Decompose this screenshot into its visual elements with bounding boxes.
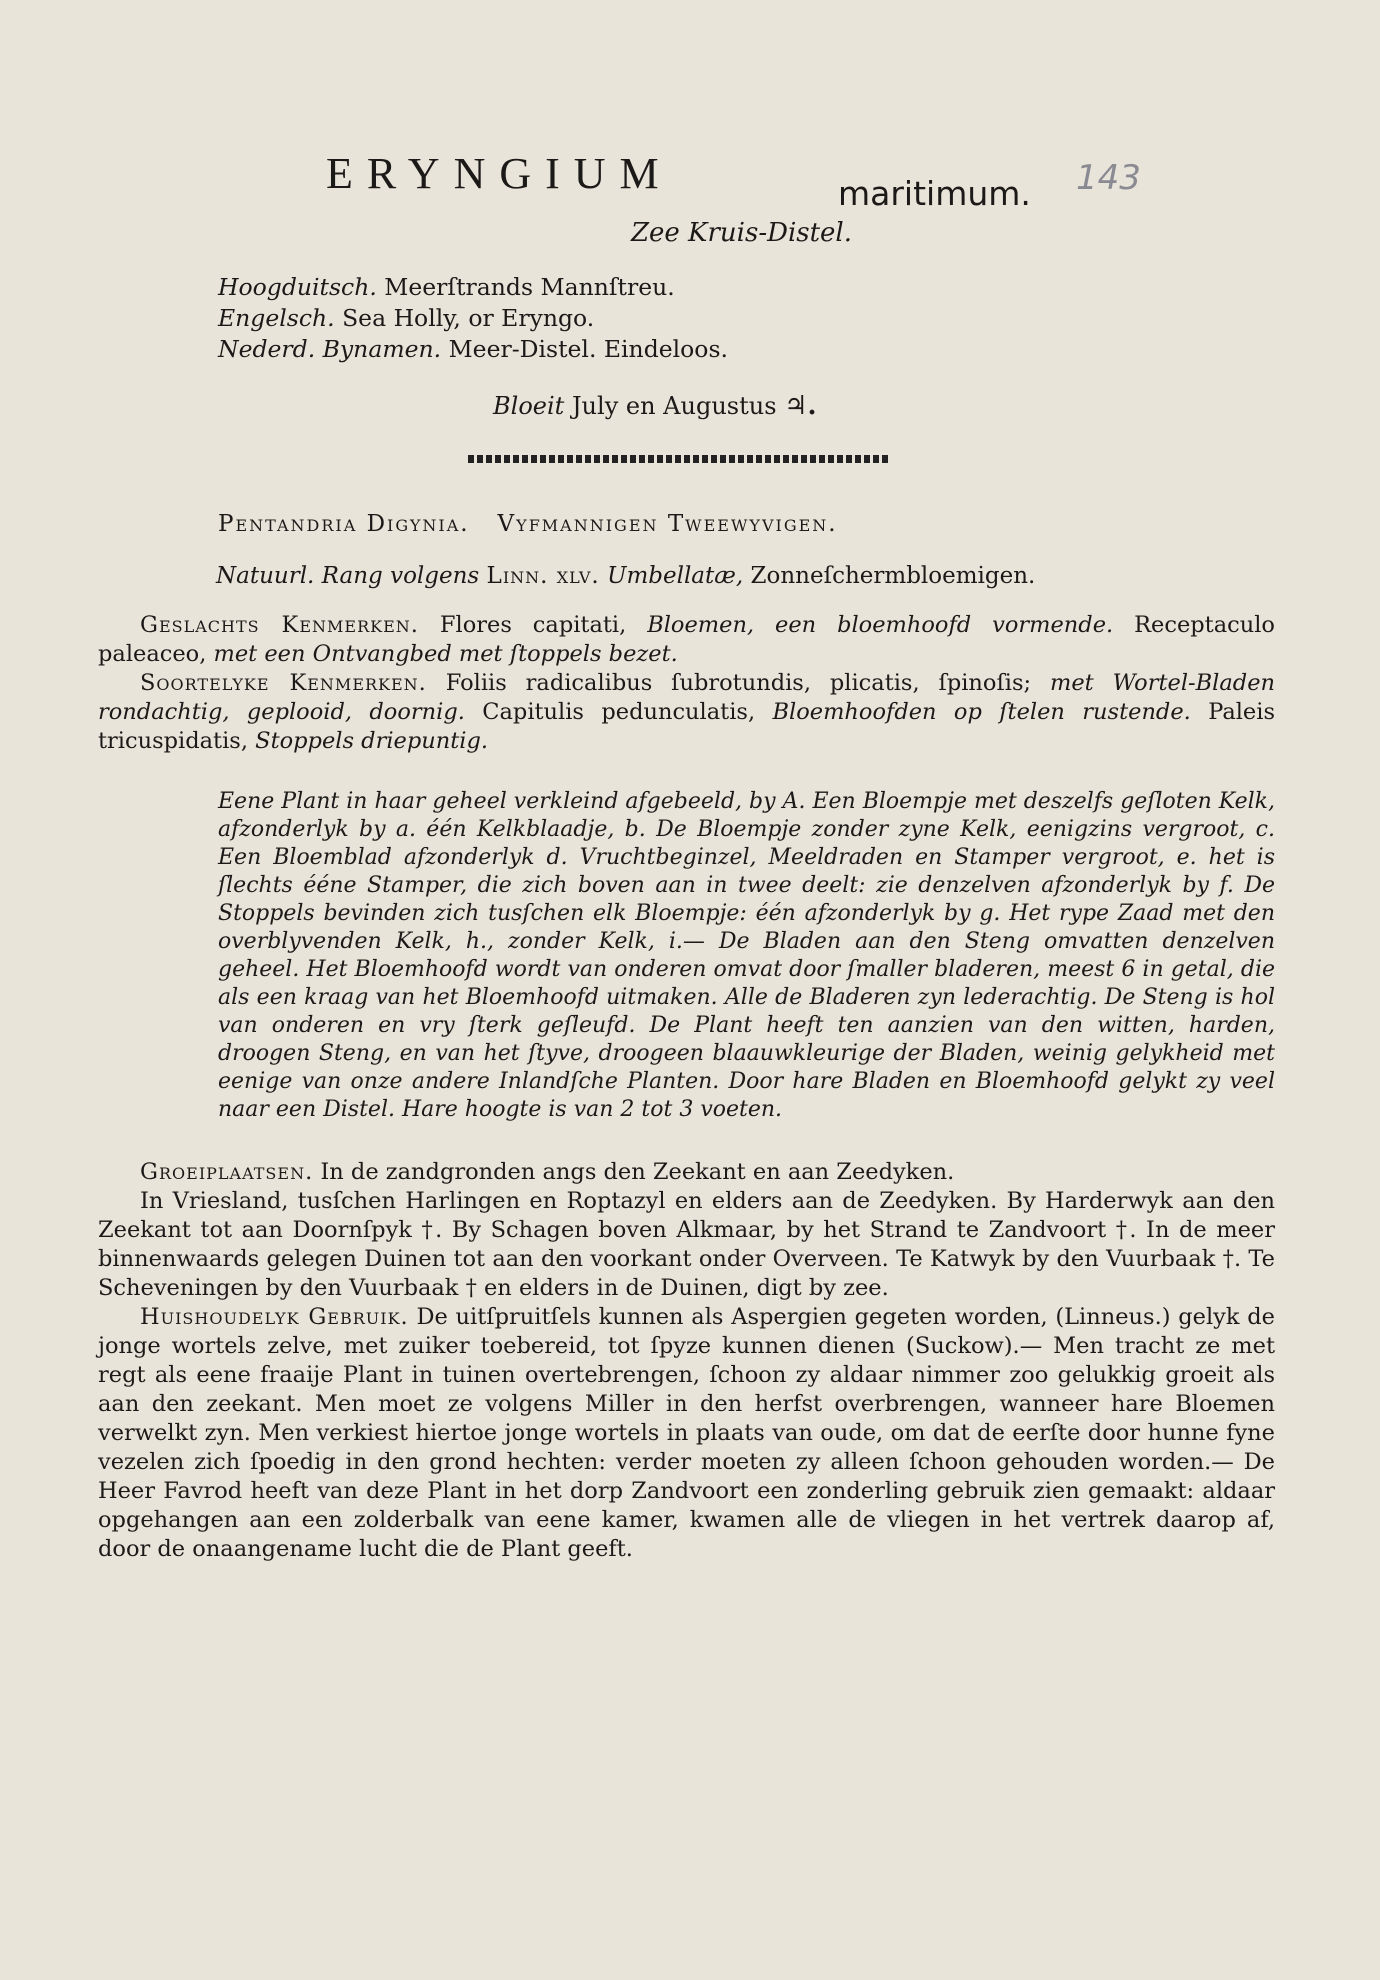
vernacular-value: Meerſtrands Mannſtreu. xyxy=(384,273,675,301)
genus-characters-dutch-2: met een Ontvangbed met ſtoppels bezet. xyxy=(213,641,678,667)
genus-characters-latin-2: Receptaculo paleaceo, xyxy=(98,612,1275,667)
common-name: Zee Kruis-Distel. xyxy=(630,218,853,248)
habitat-line: In de zandgronden angs den Zeekant en aan Zeedyken. xyxy=(320,1159,955,1185)
species-title: maritimum. xyxy=(838,174,1031,213)
genus-title: ERYNGIUM xyxy=(326,149,673,198)
vernacular-value: Sea Holly, or Eryngo. xyxy=(342,304,595,332)
plate-description-text: Eene Plant in haar geheel verkleind afgebeeld, by A. Een Bloempje met deszelfs geſloten Kelk, afzonderlyk by a. één Kelkblaadje, b. De Bloempje zonder zyne Kelk, eenigzins vergroot, c. Een Bloemblad afzonderlyk d. Vruchtbeginzel, Meeldraden en Stamper vergroot, e. het is ſlechts ééne Stamper, die zich boven aan in twee deelt: zie denzelven afzonderlyk by f. De Stoppels bevinden zich tusſchen elk Bloempje: één afzonderlyk by g. Het rype Zaad met den overblyvenden Kelk, h., zonder Kelk, i.— De Bladen aan den Steng omvatten denzelven geheel. Het Bloemhoofd wordt van onderen omvat door ſmaller bladeren, meest 6 in getal, die als een kraag van het Bloemhoofd uitmaken. Alle de Bladeren zyn lederachtig. De Steng is hol van onderen en vry ſterk geſleufd. De Plant heeft ten aanzien van den witten, harden, droogen Steng, en van het ſtyve, droogeen blaauwkleurige der Bladen, weinig gelykheid met eenige van onze andere Inlandſche Planten. Door hare Bladen en Bloemhoofd gelykt zy veel naar een Distel. Hare hoogte is van 2 tot 3 voeten. xyxy=(218,789,1275,1122)
natural-order-label: Natuurl. Rang volgens xyxy=(216,563,480,589)
genus-characters-latin: Flores capitati, xyxy=(439,612,627,638)
plate-description xyxy=(218,788,1275,1124)
classification-dutch: Vyfmannigen Tweewyvigen. xyxy=(497,511,838,537)
genus-characters xyxy=(98,611,1275,756)
bloom-period xyxy=(493,391,1275,421)
household-use-text: De uitſpruitſels kunnen als Aspergien gegeten worden, (Linneus.) gelyk de jonge wortels zelve, met zuiker toebereid, tot ſpyze kunnen dienen (Suckow).— Men tracht ze met regt als eene fraaije Plant in tuinen overtebrengen, ſchoon zy aldaar nimmer zoo gelukkig groeit als aan den zeekant. Men moet ze volgens Miller in den herfst overbrengen, wanneer hare Bloemen verwelkt zyn. Men verkiest hiertoe jonge wortels in plaats van oude, om dat de eerſte door hunne fyne vezelen zich ſpoedig in den grond hechten: verder moeten zy alleen ſchoon gehouden worden.— De Heer Favrod heeft van deze Plant in het dorp Zandvoort een zonderling gebruik zien gemaakt: aldaar opgehangen aan een zolderbalk van eene kamer, kwamen alle de vliegen in het vertrek daarop af, door de onaangename lucht die de Plant geeft. xyxy=(98,1304,1276,1562)
vernacular-line xyxy=(218,272,1275,303)
vernacular-lang: Engelsch. xyxy=(218,304,335,332)
species-characters-heading: Soortelyke Kenmerken. xyxy=(140,670,427,696)
perennial-symbol: ♃. xyxy=(784,391,817,421)
ornamental-rule xyxy=(468,455,888,463)
vernacular-line xyxy=(218,303,1275,334)
species-characters-latin-3: Paleis tricuspidatis, xyxy=(98,699,1275,754)
vernacular-lang: Nederd. Bynamen. xyxy=(218,335,442,363)
species-characters-dutch-2: Bloemhoofden op ſtelen rustende. xyxy=(772,699,1191,725)
habitat-section xyxy=(98,1158,1275,1564)
habitat-heading: Groeiplaatsen. xyxy=(140,1159,314,1185)
species-characters-latin: Foliis radicalibus ſubrotundis, plicatis, ſpinoſis; xyxy=(445,670,1032,696)
genus-characters-dutch: Bloemen, een bloemhoofd vormende. xyxy=(647,612,1114,638)
natural-order xyxy=(216,563,1275,589)
species-characters-dutch-3: Stoppels driepuntig. xyxy=(255,728,489,754)
handwritten-page-number: 143 xyxy=(1076,158,1141,198)
vernacular-lang: Hoogduitsch. xyxy=(218,273,377,301)
species-characters-dutch: met Wortel-Bladen rondachtig, geplooid, doornig. xyxy=(98,670,1275,725)
vernacular-line xyxy=(218,334,1275,365)
genus-characters-heading: Geslachts Kenmerken. xyxy=(140,612,419,638)
linnaean-classification xyxy=(218,511,1275,537)
natural-order-author: Linn. xlv. xyxy=(486,563,600,589)
household-use-heading: Huishoudelyk Gebruik. xyxy=(140,1304,409,1330)
vernacular-value: Meer-Distel. Eindeloos. xyxy=(448,335,728,363)
natural-order-latin: Umbellatæ, xyxy=(607,563,744,589)
household-use xyxy=(98,1303,1275,1564)
vernacular-names xyxy=(218,272,1275,365)
bloom-label: Bloeit xyxy=(493,392,565,420)
bloom-text: July en Augustus xyxy=(571,392,777,420)
title-row xyxy=(98,140,1275,213)
habitat-locations: In Vriesland, tusſchen Harlingen en Roptazyl en elders aan de Zeedyken. By Harderwyk aan den Zeekant tot aan Doornſpyk †. By Schagen boven Alkmaar, by het Strand te Zandvoort †. In de meer binnenwaards gelegen Duinen tot aan den voorkant onder Overveen. Te Katwyk by den Vuurbaak †. Te Scheveningen by den Vuurbaak † en elders in de Duinen, digt by zee. xyxy=(98,1188,1275,1301)
species-characters xyxy=(98,669,1275,756)
classification-latin: Pentandria Digynia. xyxy=(218,511,470,537)
species-characters-latin-2: Capitulis pedunculatis, xyxy=(482,699,756,725)
natural-order-dutch: Zonneſchermbloemigen. xyxy=(750,563,1036,589)
